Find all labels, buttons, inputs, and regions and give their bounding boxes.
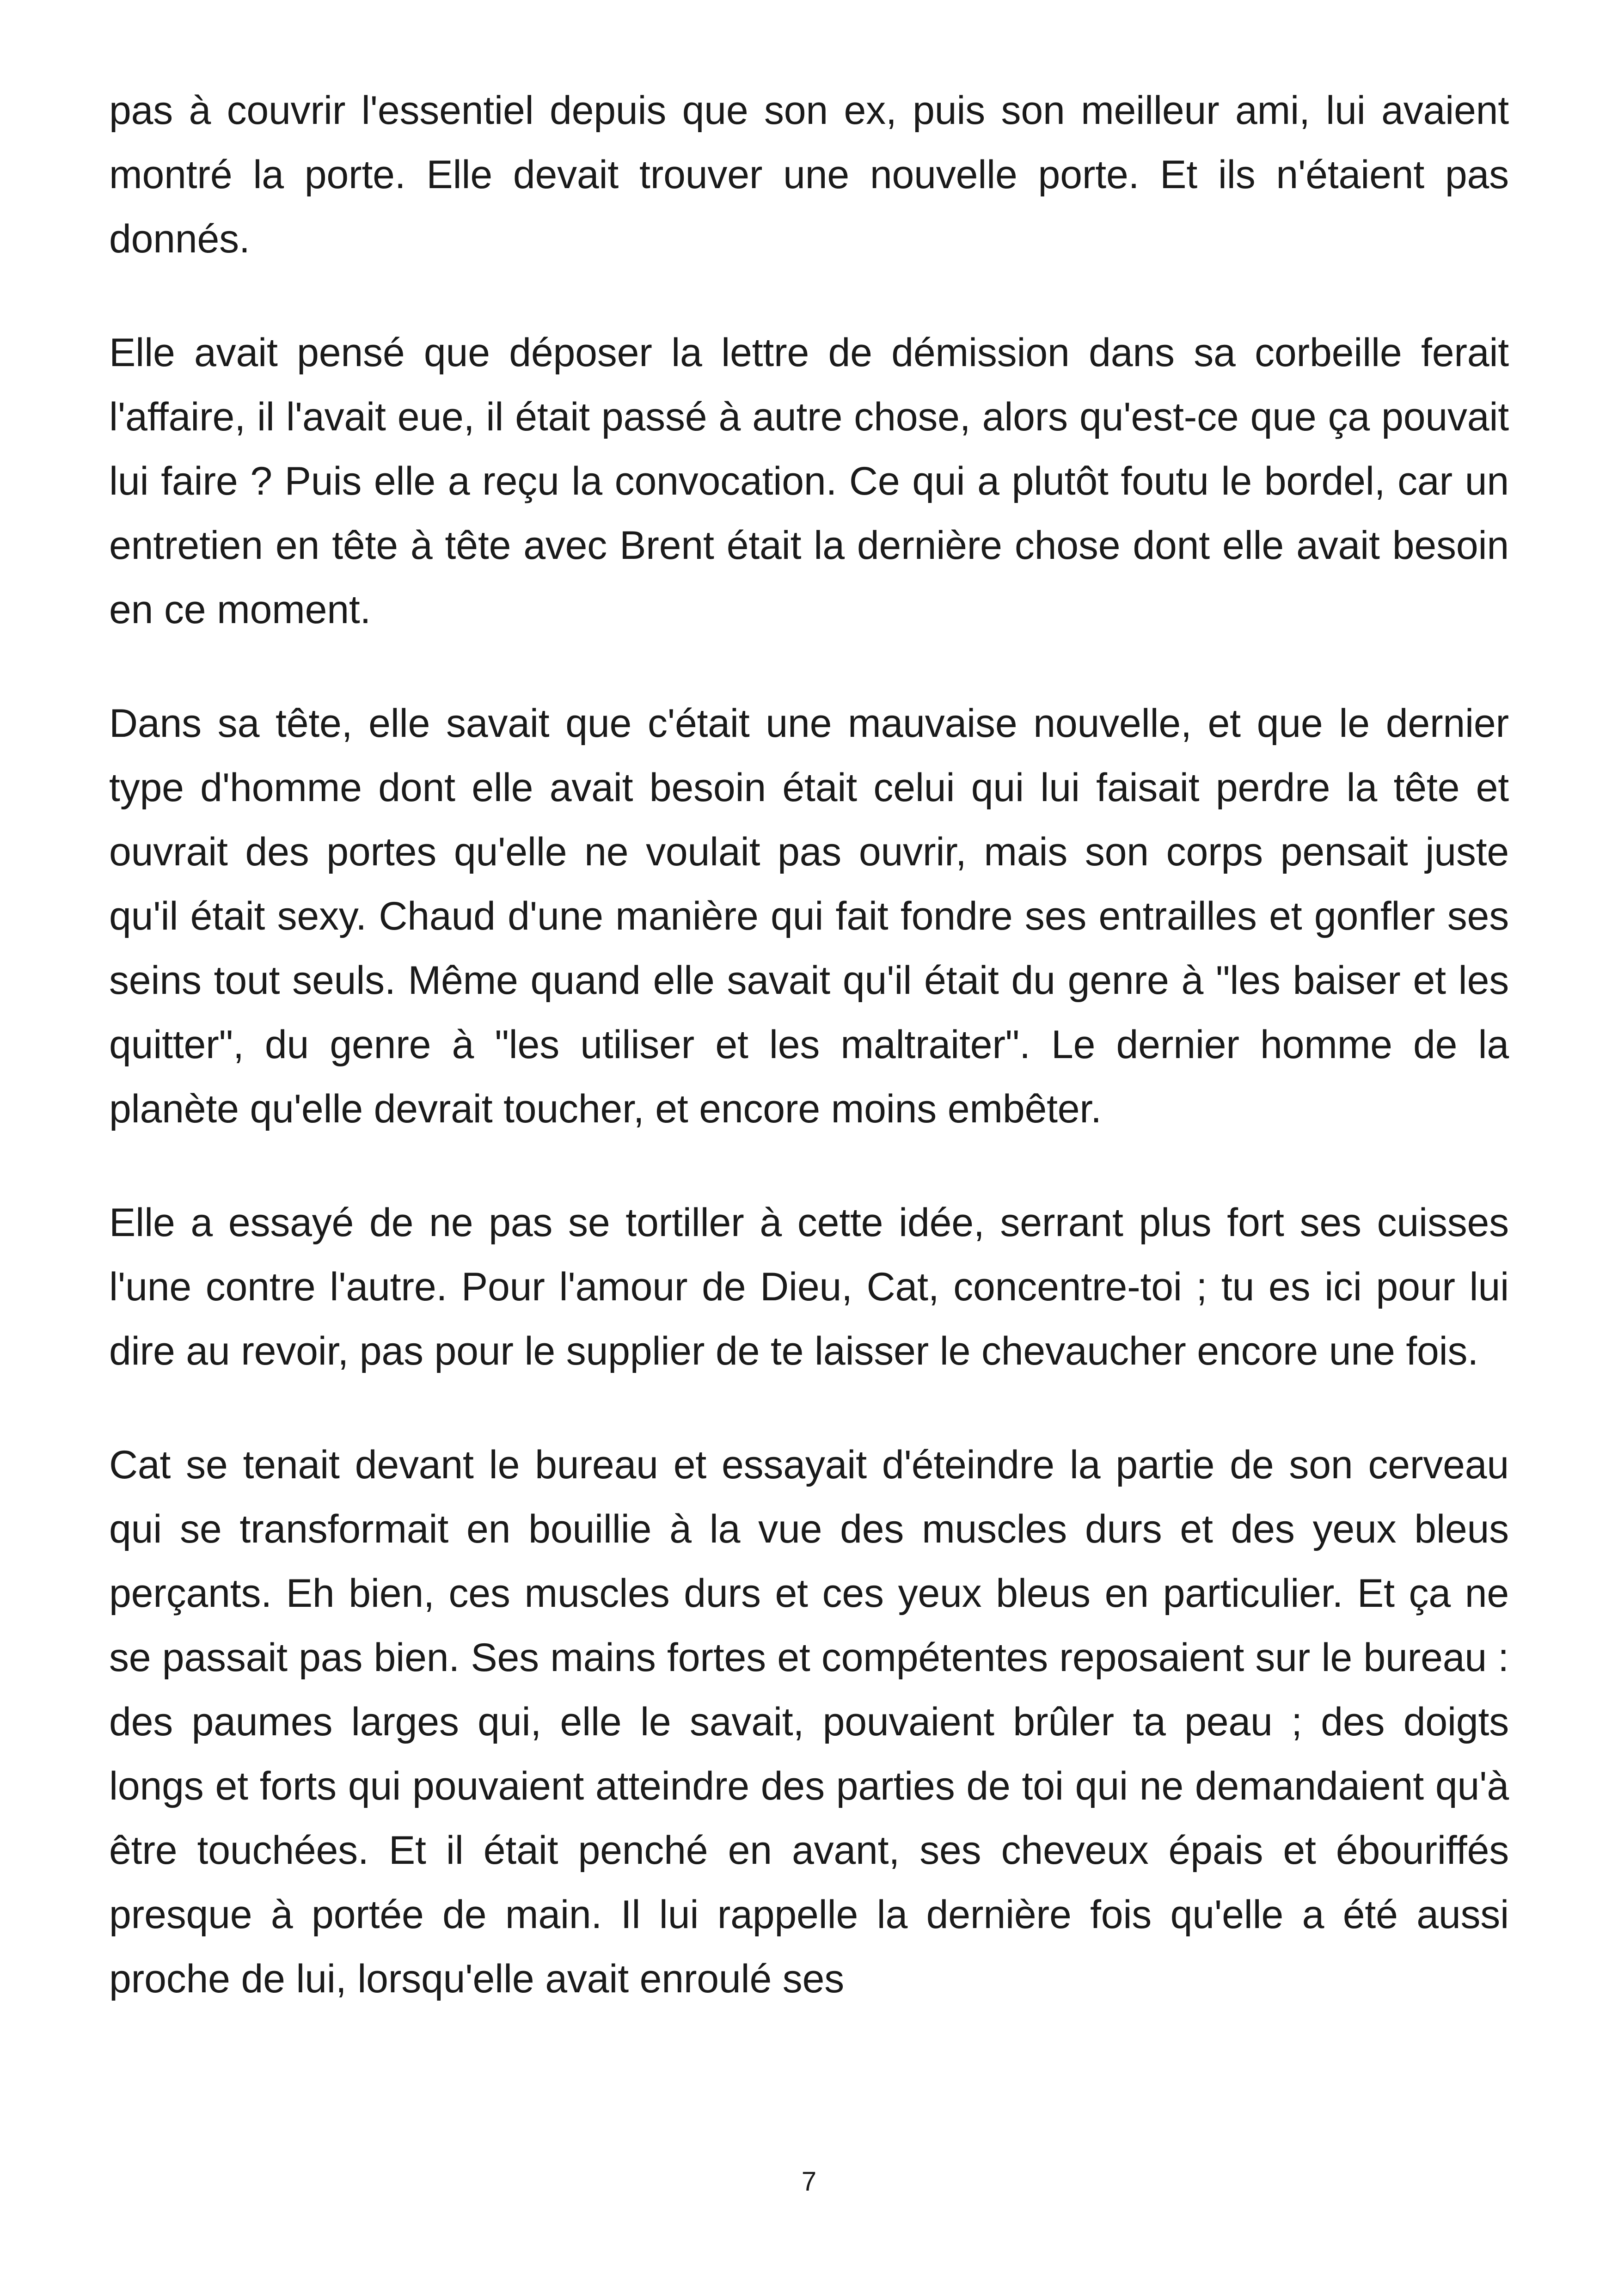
paragraph-5: Cat se tenait devant le bureau et essayait d'éteindre la partie de son cerveau qui se transformait en bouillie à la vue des muscles durs et des yeux bleus perçants. Eh bien, ces muscles durs et ces yeux bleus en particulier. Et ça ne se passait pas bien. Ses mains fortes et compétentes reposaient sur le bureau : des paumes larges qui, elle le savait, pouvaient brûler ta peau ; des doigts longs et forts qui pouvaient atteindre des parties de toi qui ne demandaient qu'à être touchées. Et il était penché en avant, ses cheveux épais et ébouriffés presque à portée de main. Il lui rappelle la dernière fois qu'elle a été aussi proche de lui, lorsqu'elle avait enroulé ses bbox=[109, 1443, 1509, 2001]
paragraph-1: pas à couvrir l'essentiel depuis que son ex, puis son meilleur ami, lui avaient montré la porte. Elle devait trouver une nouvelle porte. Et ils n'étaient pas donnés. bbox=[109, 88, 1509, 261]
paragraph-4: Elle a essayé de ne pas se tortiller à cette idée, serrant plus fort ses cuisses l'une contre l'autre. Pour l'amour de Dieu, Cat, concentre-toi ; tu es ici pour lui dire au revoir, pas pour le supplier de te laisser le chevaucher encore une fois. bbox=[109, 1200, 1509, 1373]
paragraph-2: Elle avait pensé que déposer la lettre de démission dans sa corbeille ferait l'affaire, il l'avait eue, il était passé à autre chose, alors qu'est-ce que ça pouvait lui faire ? Puis elle a reçu la convocation. Ce qui a plutôt foutu le bordel, car un entretien en tête à tête avec Brent était la dernière chose dont elle avait besoin en ce moment. bbox=[109, 331, 1509, 632]
body-text bbox=[109, 79, 1509, 2011]
page-number: 7 bbox=[801, 2167, 817, 2197]
paragraph-3: Dans sa tête, elle savait que c'était une mauvaise nouvelle, et que le dernier type d'homme dont elle avait besoin était celui qui lui faisait perdre la tête et ouvrait des portes qu'elle ne voulait pas ouvrir, mais son corps pensait juste qu'il était sexy. Chaud d'une manière qui fait fondre ses entrailles et gonfler ses seins tout seuls. Même quand elle savait qu'il était du genre à "les baiser et les quitter", du genre à "les utiliser et les maltraiter". Le dernier homme de la planète qu'elle devrait toucher, et encore moins embêter. bbox=[109, 701, 1509, 1131]
